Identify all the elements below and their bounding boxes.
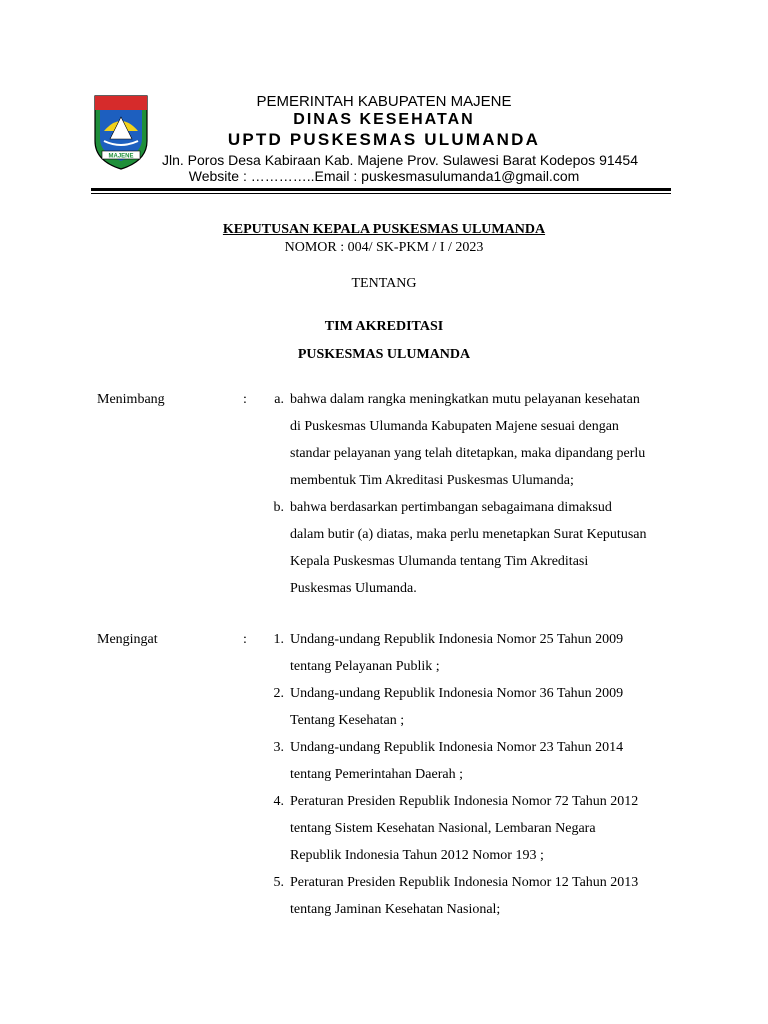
- mengingat-label: Mengingat: [97, 632, 158, 647]
- letterhead-department: DINAS KESEHATAN: [293, 111, 475, 128]
- item-line: standar pelayanan yang telah ditetapkan, maka dipandang perlu: [290, 446, 646, 461]
- item-marker: 5.: [273, 875, 284, 890]
- item-line: Tentang Kesehatan ;: [290, 713, 405, 728]
- menimbang-item: [262, 386, 672, 494]
- item-text: [290, 626, 672, 680]
- item-line: tentang Sistem Kesehatan Nasional, Lembaran Negara: [290, 821, 596, 836]
- letterhead-contact: Website : …………..Email : puskesmasulumanda1@gmail.com: [188, 168, 580, 184]
- item-marker: 2.: [273, 686, 284, 701]
- item-marker: 3.: [273, 740, 284, 755]
- menimbang-item: [262, 494, 672, 602]
- item-text: [290, 869, 672, 923]
- item-text: [290, 680, 672, 734]
- menimbang-colon: :: [243, 392, 247, 407]
- letterhead-government: PEMERINTAH KABUPATEN MAJENE: [256, 93, 512, 110]
- item-line: Undang-undang Republik Indonesia Nomor 36 Tahun 2009: [290, 686, 624, 701]
- mengingat-item: [262, 626, 672, 680]
- item-text: [290, 788, 672, 869]
- decree-title-text: KEPUTUSAN KEPALA PUSKESMAS ULUMANDA: [222, 222, 546, 237]
- letterhead-unit: UPTD PUSKESMAS ULUMANDA: [227, 130, 541, 149]
- mengingat-item: [262, 680, 672, 734]
- item-line: Puskesmas Ulumanda.: [290, 581, 417, 596]
- decree-number: NOMOR : 004/ SK-PKM / I / 2023: [284, 240, 484, 255]
- decree-about: TENTANG: [351, 276, 417, 291]
- letterhead-divider-thin: [91, 193, 671, 194]
- item-line: membentuk Tim Akreditasi Puskesmas Ulumanda;: [290, 473, 574, 488]
- decree-title: [0, 222, 768, 238]
- item-line: Kepala Puskesmas Ulumanda tentang Tim Akreditasi: [290, 554, 589, 569]
- logo-text: MAJENE: [108, 153, 134, 160]
- item-line: dalam butir (a) diatas, maka perlu menetapkan Surat Keputusan: [290, 527, 647, 542]
- item-line: Peraturan Presiden Republik Indonesia Nomor 72 Tahun 2012: [290, 794, 639, 809]
- menimbang-label: Menimbang: [97, 392, 165, 407]
- item-line: Undang-undang Republik Indonesia Nomor 25 Tahun 2009: [290, 632, 624, 647]
- mengingat-item: [262, 734, 672, 788]
- item-text: [290, 734, 672, 788]
- item-line: Republik Indonesia Tahun 2012 Nomor 193 ;: [290, 848, 544, 863]
- item-marker: 4.: [273, 794, 284, 809]
- decree-subject-puskesmas: PUSKESMAS ULUMANDA: [297, 347, 471, 362]
- item-line: tentang Pemerintahan Daerah ;: [290, 767, 463, 782]
- mengingat-colon: :: [243, 632, 247, 647]
- decree-subject-team: TIM AKREDITASI: [324, 319, 444, 334]
- mengingat-item: [262, 788, 672, 869]
- item-line: tentang Pelayanan Publik ;: [290, 659, 440, 674]
- item-text: [290, 386, 672, 494]
- item-marker: b.: [273, 500, 284, 515]
- letterhead-address: Jln. Poros Desa Kabiraan Kab. Majene Prov. Sulawesi Barat Kodepos 91454: [161, 152, 639, 168]
- item-line: bahwa berdasarkan pertimbangan sebagaimana dimaksud: [290, 500, 612, 515]
- item-line: Undang-undang Republik Indonesia Nomor 23 Tahun 2014: [290, 740, 624, 755]
- mengingat-item: [262, 869, 672, 923]
- letterhead-divider-thick: [91, 188, 671, 191]
- item-line: bahwa dalam rangka meningkatkan mutu pelayanan kesehatan: [290, 392, 640, 407]
- item-marker: a.: [274, 392, 284, 407]
- item-text: [290, 494, 672, 602]
- majene-regency-logo: [92, 93, 150, 171]
- item-marker: 1.: [273, 632, 284, 647]
- item-line: di Puskesmas Ulumanda Kabupaten Majene sesuai dengan: [290, 419, 619, 434]
- item-line: Peraturan Presiden Republik Indonesia Nomor 12 Tahun 2013: [290, 875, 639, 890]
- item-line: tentang Jaminan Kesehatan Nasional;: [290, 902, 501, 917]
